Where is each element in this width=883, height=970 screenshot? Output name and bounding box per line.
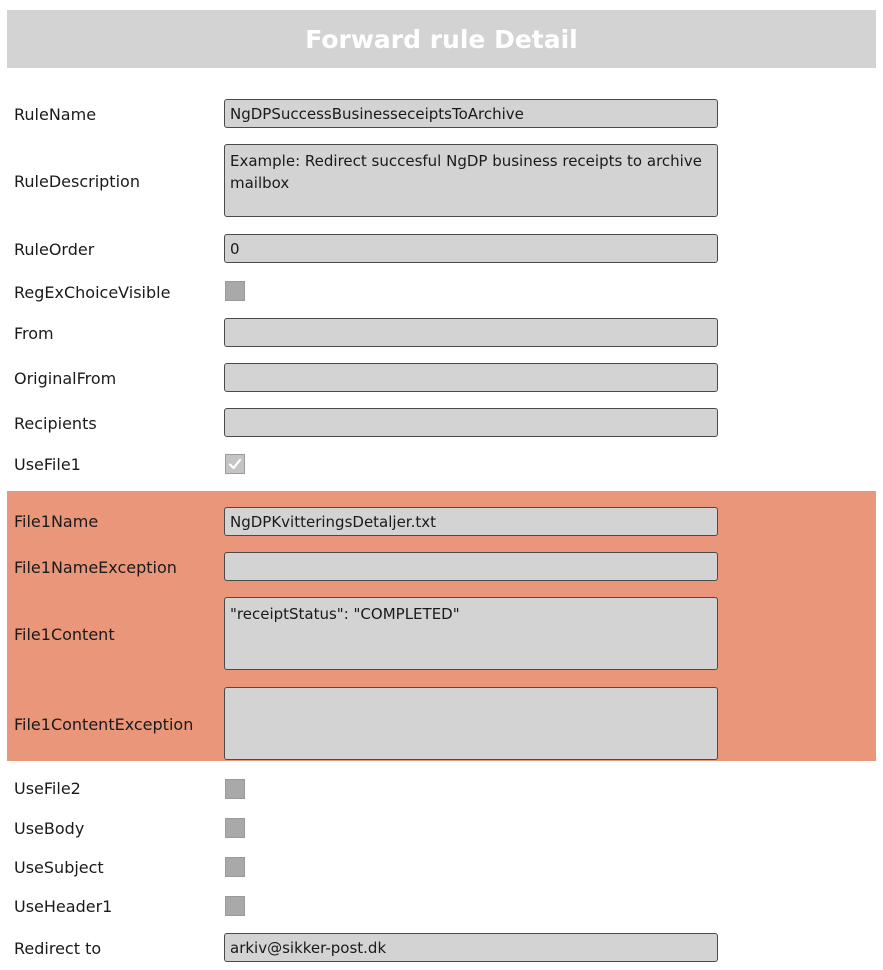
rule-description-label: RuleDescription <box>14 172 140 191</box>
rule-description-input[interactable] <box>224 144 718 217</box>
rule-name-label: RuleName <box>14 105 97 124</box>
original-from-label: OriginalFrom <box>14 369 117 388</box>
redirect-to-input[interactable] <box>224 933 718 962</box>
page-title: Forward rule Detail <box>305 24 578 54</box>
rule-name-input[interactable] <box>224 99 718 128</box>
file1-content-input[interactable] <box>224 597 718 670</box>
regex-choice-visible-checkbox[interactable] <box>225 281 245 301</box>
use-subject-checkbox[interactable] <box>225 857 245 877</box>
use-file2-checkbox[interactable] <box>225 779 245 799</box>
recipients-label: Recipients <box>14 414 97 433</box>
use-subject-label: UseSubject <box>14 858 104 877</box>
original-from-input[interactable] <box>224 363 718 392</box>
use-body-checkbox[interactable] <box>225 818 245 838</box>
redirect-to-label: Redirect to <box>14 939 102 958</box>
from-label: From <box>14 324 54 343</box>
file1-content-exception-label: File1ContentException <box>14 715 194 734</box>
file1-content-label: File1Content <box>14 625 115 644</box>
regex-choice-visible-label: RegExChoiceVisible <box>14 283 171 302</box>
file1-name-exception-input[interactable] <box>224 552 718 581</box>
use-file1-label: UseFile1 <box>14 455 81 474</box>
recipients-input[interactable] <box>224 408 718 437</box>
header-bar <box>7 10 876 68</box>
file1-name-input[interactable] <box>224 507 718 536</box>
use-header1-label: UseHeader1 <box>14 897 113 916</box>
file1-content-exception-input[interactable] <box>224 687 718 760</box>
use-file1-checkbox[interactable] <box>225 454 245 474</box>
from-input[interactable] <box>224 318 718 347</box>
use-header1-checkbox[interactable] <box>225 896 245 916</box>
use-body-label: UseBody <box>14 819 85 838</box>
rule-order-label: RuleOrder <box>14 240 95 259</box>
checkmark-icon <box>227 456 243 472</box>
rule-order-input[interactable] <box>224 234 718 263</box>
file1-name-label: File1Name <box>14 512 99 531</box>
use-file2-label: UseFile2 <box>14 779 81 798</box>
file1-name-exception-label: File1NameException <box>14 558 177 577</box>
